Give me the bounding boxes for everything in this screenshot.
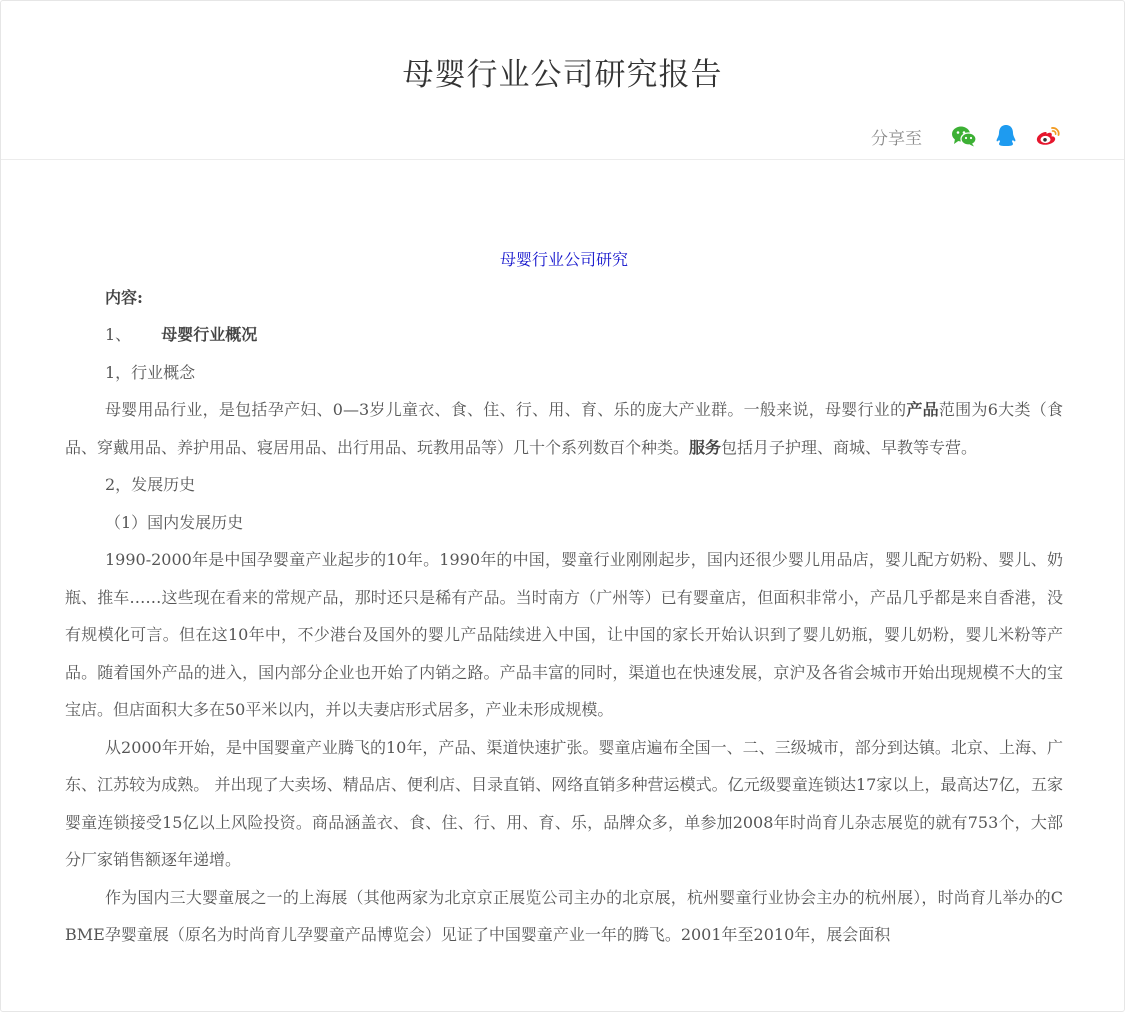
article-header: [1, 1, 1124, 160]
section-title: 母婴行业公司研究: [499, 250, 628, 269]
page-title: 母婴行业公司研究报告: [402, 57, 723, 93]
article-body: [65, 241, 1063, 954]
share-wechat-button[interactable]: [950, 122, 978, 150]
contents-label: 内容:: [105, 287, 143, 307]
share-weibo-button[interactable]: [1034, 122, 1062, 150]
heading-1: 1、 母婴行业概况: [105, 325, 258, 344]
paragraph-history-1990: 1990-2000年是中国孕婴童产业起步的10年。1990年的中国，婴童行业刚刚起步，国内还很少婴儿用品店，婴儿配方奶粉、婴儿、奶瓶、推车……这些现在看来的常规产品，那时还只是稀有产品。当时南方（广州等）已有婴童店，但面积非常小，产品几乎都是来自香港，没有规模化可言。但在这10年中，不少港台及国外的婴儿产品陆续进入中国，让中国的家长开始认识到了婴儿奶瓶，婴儿奶粉，婴儿米粉等产品。随着国外产品的进入，国内部分企业也开始了内销之路。产品丰富的同时，渠道也在快速发展，京沪及各省会城市开始出现规模不大的宝宝店。但店面积大多在50平米以内，并以夫妻店形式居多，产业未形成规模。: [65, 550, 1063, 719]
subheading-domestic-history: （1）国内发展历史: [105, 512, 244, 532]
subheading-history: 2，发展历史: [105, 475, 196, 494]
subheading-concept: 1，行业概念: [105, 362, 196, 382]
share-label: 分享至: [871, 128, 922, 149]
share-qq-button[interactable]: [992, 122, 1020, 150]
wechat-icon: [951, 125, 977, 147]
paragraph-concept: 母婴用品行业，是包括孕产妇、0—3岁儿童衣、食、住、行、用、育、乐的庞大产业群。一般来说，母婴行业的产品范围为6大类（食品、穿戴用品、养护用品、寝居用品、出行用品、玩教用品等）几十个系列数百个种类。服务包括月子护理、商城、早教等专营。: [65, 400, 1063, 457]
share-bar: [871, 121, 1062, 151]
paragraph-history-2000: 从2000年开始，是中国婴童产业腾飞的10年，产品、渠道快速扩张。婴童店遍布全国一、二、三级城市，部分到达镇。北京、上海、广东、江苏较为成熟。 并出现了大卖场、精品店、便利店、目录直销、网络直销多种营运模式。亿元级婴童连锁达17家以上，最高达7亿，五家婴童连锁接受15亿以上风险投资。商品涵盖衣、食、住、行、用、育、乐，品牌众多，单参加2008年时尚育儿杂志展览的就有753个，大部分厂家销售额逐年递增。: [65, 737, 1063, 869]
qq-icon: [995, 124, 1017, 148]
weibo-icon: [1035, 125, 1061, 147]
paragraph-shanghai-expo: 作为国内三大婴童展之一的上海展（其他两家为北京京正展览公司主办的北京展，杭州婴童行业协会主办的杭州展），时尚育儿举办的CBME孕婴童展（原名为时尚育儿孕婴童产品博览会）见证了中国婴童产业一年的腾飞。2001年至2010年，展会面积: [65, 887, 1063, 944]
